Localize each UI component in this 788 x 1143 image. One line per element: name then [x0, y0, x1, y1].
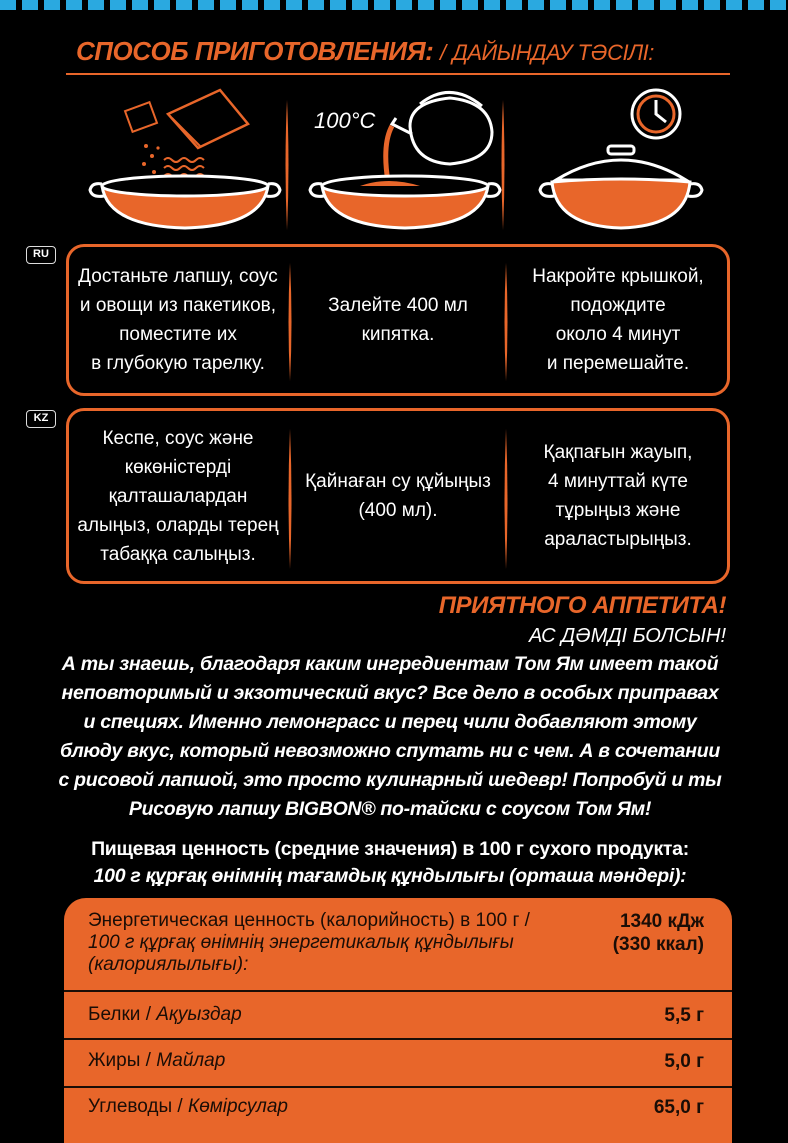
carbs-label: Углеводы / Көмірсулар — [88, 1096, 289, 1117]
nutrition-title — [40, 836, 740, 890]
nutrition-title-ru: Пищевая ценность (средние значения) в 100 г сухого продукта: — [91, 838, 689, 860]
step-kz-2 — [293, 411, 503, 581]
nutrition-row-energy — [64, 908, 732, 988]
step-ru-1 — [69, 247, 287, 393]
title-kz: ДАЙЫНДАУ ТӘСІЛІ: — [452, 40, 654, 65]
protein-value: 5,5 г — [664, 1005, 704, 1026]
appetite-ru: ПРИЯТНОГО АППЕТИТА! — [438, 592, 726, 619]
steps-ru-box — [66, 244, 730, 396]
steps-kz-box — [66, 408, 730, 584]
energy-label — [88, 910, 530, 976]
nutrition-table — [64, 898, 732, 1143]
top-stripe-decoration — [0, 0, 788, 10]
cover-and-wait-illustration — [516, 84, 726, 234]
step-ru-2-text: Залейте 400 мл кипятка. — [328, 295, 468, 345]
step-kz-1-text: Кеспе, соус және көкөністерді қалташалардан алыңыз, оларды терең табаққа салыңыз. — [77, 427, 279, 565]
step-kz-3-text: Қақпағын жауып, 4 минуттай күте тұрыңыз және араластырыңыз. — [543, 442, 693, 550]
illustration-divider — [500, 100, 506, 230]
energy-label-ru: Энергетическая ценность (калорийность) в 100 г / — [88, 910, 530, 931]
illustration-divider — [284, 100, 290, 230]
protein-label-ru: Белки — [88, 1004, 141, 1025]
step-kz-2-text: Қайнаған су құйыңыз (400 мл). — [305, 471, 491, 521]
nutrition-row-carbs — [64, 1088, 732, 1138]
protein-label-kz: Ақуыздар — [156, 1004, 242, 1025]
step-kz-3 — [509, 411, 727, 581]
lang-badge-kz: KZ — [26, 410, 56, 428]
title-underline — [66, 73, 730, 75]
add-noodles-illustration — [80, 84, 290, 234]
step-ru-2 — [293, 247, 503, 393]
title-ru: СПОСОБ ПРИГОТОВЛЕНИЯ: — [76, 36, 434, 66]
energy-label-kz: 100 г құрғақ өнімнің энергетикалық құндылығы (калориялылығы): — [88, 932, 514, 975]
nutrition-row-protein — [64, 992, 732, 1038]
carbs-label-ru: Углеводы — [88, 1096, 173, 1117]
step-ru-1-text: Достаньте лапшу, соус и овощи из пакетиков, поместите их в глубокую тарелку. — [78, 266, 278, 374]
lang-badge-ru: RU — [26, 246, 56, 264]
page-title — [76, 36, 654, 67]
temperature-label: 100°C — [314, 108, 376, 133]
fat-label-kz: Майлар — [156, 1050, 226, 1071]
nutrition-title-kz: 100 г құрғақ өнімнің тағамдық құндылығы (орташа мәндері): — [93, 865, 687, 887]
appetite-kz: АС ДӘМДІ БОЛСЫН! — [528, 625, 726, 647]
fat-label: Жиры / Майлар — [88, 1050, 226, 1071]
promo-text: А ты знаешь, благодаря каким ингредиентам Том Ям имеет такой неповторимый и экзотический вкус? Все дело в особых приправах и специях. Именно лемонграсс и перец чили добавляют этому блюду вкус, который невозможно спутать ни с чем. А в сочетании с рисовой лапшой, это просто кулинарный шедевр! Попробуй и ты Рисовую лапшу BIGBON® по-тайски с соусом Том Ям! — [58, 653, 722, 820]
protein-label: Белки / Ақуыздар — [88, 1004, 242, 1025]
fat-label-ru: Жиры — [88, 1050, 141, 1071]
fat-value: 5,0 г — [664, 1051, 704, 1072]
pour-water-illustration — [300, 84, 510, 234]
step-kz-1 — [69, 411, 287, 581]
step-ru-3 — [509, 247, 727, 393]
energy-value: 1340 кДж (330 ккал) — [612, 911, 704, 955]
carbs-value: 65,0 г — [653, 1097, 704, 1118]
step-ru-3-text: Накройте крышкой, подождите около 4 минут и перемешайте. — [532, 266, 704, 374]
nutrition-row-fat — [64, 1040, 732, 1086]
title-separator: / — [439, 40, 446, 65]
carbs-label-kz: Көмірсулар — [188, 1096, 289, 1117]
